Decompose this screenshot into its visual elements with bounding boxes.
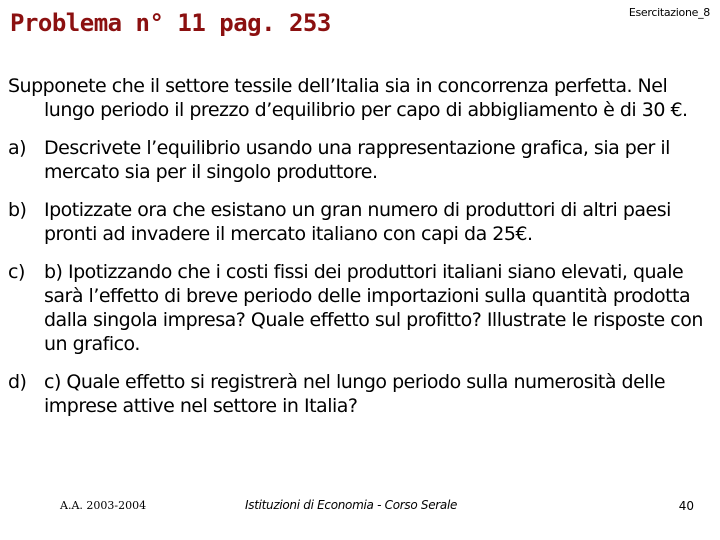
slide-body — [8, 74, 714, 432]
question-c — [8, 260, 714, 356]
question-a — [8, 136, 714, 184]
question-marker: d) — [8, 371, 27, 393]
question-text: Ipotizzate ora che esistano un gran numero di produttori di altri paesi pronti ad invadere il mercato italiano con capi da 25€. — [44, 199, 671, 245]
question-marker: c) — [8, 261, 25, 283]
question-d — [8, 370, 714, 418]
question-b — [8, 198, 714, 246]
question-marker: a) — [8, 137, 27, 159]
question-marker: b) — [8, 199, 27, 221]
question-text: Descrivete l’equilibrio usando una rappresentazione grafica, sia per il mercato sia per il singolo produttore. — [44, 137, 670, 183]
question-text: c) Quale effetto si registrerà nel lungo periodo sulla numerosità delle imprese attive nel settore in Italia? — [44, 371, 666, 417]
slide-title: Problema n° 11 pag. 253 — [10, 9, 331, 37]
footer-page-number: 40 — [678, 499, 694, 513]
footer-academic-year: A.A. 2003-2004 — [60, 499, 147, 512]
slide-tag: Esercitazione_8 — [628, 6, 710, 19]
intro-paragraph: Supponete che il settore tessile dell’Italia sia in concorrenza perfetta. Nel lungo periodo il prezzo d’equilibrio per capo di abbigliamento è di 30 €. — [8, 75, 688, 121]
question-text: b) Ipotizzando che i costi fissi dei produttori italiani siano elevati, quale sarà l’effetto di breve periodo delle importazioni sulla quantità prodotta dalla singola impresa? Quale effetto sul profitto? Illustrate le risposte con un grafico. — [44, 261, 703, 355]
footer-course-name: Istituzioni di Economia - Corso Serale — [245, 498, 458, 512]
